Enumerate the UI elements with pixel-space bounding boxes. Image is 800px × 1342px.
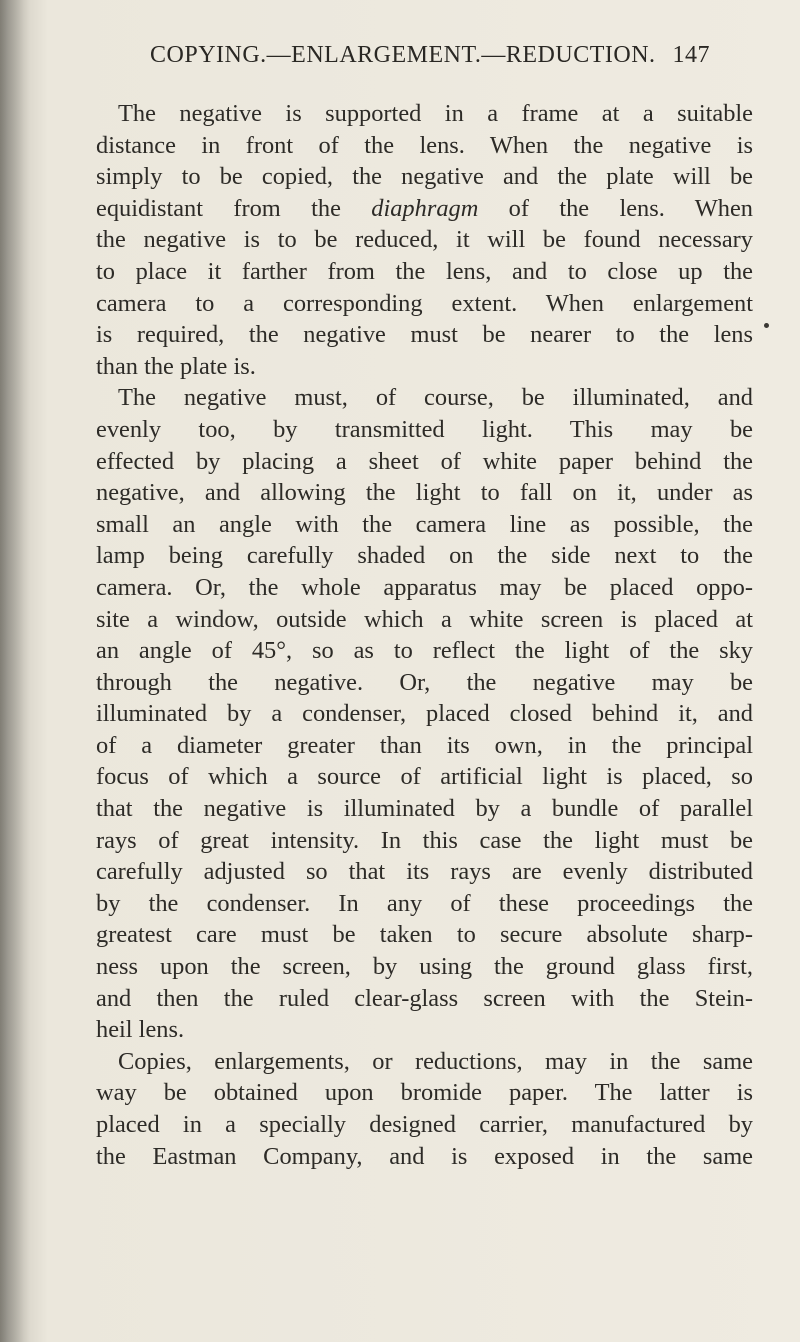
page-number: 147 [672,42,710,68]
text-line: lamp being carefully shaded on the side next to the [96,542,753,570]
italic-term: diaphragm [371,194,479,222]
body-text [96,98,753,1172]
text-line: illuminated by a condenser, placed closed behind it, and [96,700,753,728]
text-line: camera. Or, the whole apparatus may be placed oppo- [96,573,753,601]
text-line: placed in a specially designed carrier, manufactured by [96,1111,753,1138]
text-line: rays of great intensity. In this case the light must be [96,826,753,854]
text-fragment: of the lens. When [478,194,753,222]
text-line: by the condenser. In any of these proceedings the [96,889,753,917]
text-line: negative, and allowing the light to fall on it, under as [96,479,753,507]
text-line: camera to a corresponding extent. When enlargement [96,289,753,317]
text-line: the Eastman Company, and is exposed in the same [96,1142,753,1170]
text-line: evenly too, by transmitted light. This may be [96,415,753,443]
text-line: and then the ruled clear-glass screen with the Stein- [96,984,753,1012]
text-line: site a window, outside which a white screen is placed at [96,605,753,633]
text-line: focus of which a source of artificial light is placed, so [96,763,753,791]
text-line: simply to be copied, the negative and the plate will be [96,163,753,191]
running-title: COPYING.—ENLARGEMENT.—REDUCTION. [150,42,656,68]
text-line: an angle of 45°, so as to reflect the light of the sky [96,637,753,665]
text-line: greatest care must be taken to secure absolute sharp- [96,921,753,949]
text-line: than the plate is. [96,352,256,380]
text-line: heil lens. [96,1016,185,1044]
text-line: small an angle with the camera line as possible, the [96,510,753,538]
gutter-shadow [0,0,30,1342]
text-line: of a diameter greater than its own, in the principal [96,731,753,759]
text-line: distance in front of the lens. When the negative is [96,131,753,159]
text-line [96,193,753,225]
running-head [150,42,710,76]
text-line: ness upon the screen, by using the ground glass first, [96,953,753,981]
text-line: Copies, enlargements, or reductions, may in the same [118,1047,753,1075]
text-line: The negative is supported in a frame at a suitable [118,100,753,127]
text-line: way be obtained upon bromide paper. The latter is [96,1079,753,1107]
text-line: through the negative. Or, the negative may be [96,668,753,696]
margin-mark [764,323,769,328]
text-line: that the negative is illuminated by a bundle of parallel [96,795,753,823]
text-line: the negative is to be reduced, it will be found necessary [96,226,753,254]
text-line: effected by placing a sheet of white paper behind the [96,447,753,475]
text-line: The negative must, of course, be illuminated, and [118,384,753,412]
text-line: to place it farther from the lens, and to close up the [96,257,753,285]
text-line: carefully adjusted so that its rays are evenly distributed [96,858,753,886]
text-fragment: equidistant from the [96,194,372,222]
text-line: is required, the negative must be nearer to the lens [96,321,753,349]
